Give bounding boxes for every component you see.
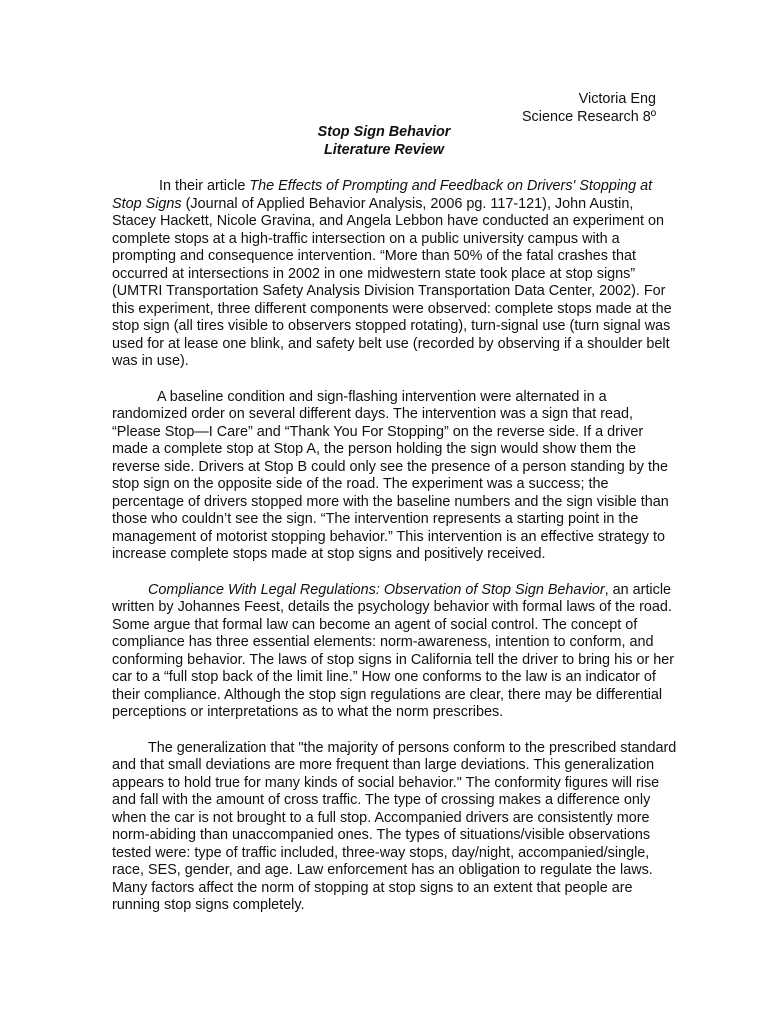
paragraph-1 <box>112 178 672 371</box>
title-line-2: Literature Review <box>324 141 444 158</box>
text-line: this experiment, three different components were observed: complete stops made at the <box>112 300 672 317</box>
text-line: percentage of drivers stopped more with the baseline numbers and the sign visible than <box>112 493 669 510</box>
text-line: written by Johannes Feest, details the psychology behavior with formal laws of the road. <box>112 599 672 616</box>
title-line-1: Stop Sign Behavior <box>317 124 451 140</box>
text-line: used for at lease one blink, and safety belt use (recorded by observing if a shoulder belt <box>112 335 670 352</box>
text-line: reverse side. Drivers at Stop B could only see the presence of a person standing by the <box>112 458 668 475</box>
text-line: race, SES, gender, and age. Law enforcement has an obligation to regulate the laws. <box>112 862 653 879</box>
text-line: occurred at intersections in 2002 in one midwestern state took place at stop signs” <box>112 265 636 282</box>
text-line: those who couldn’t see the sign. “The intervention represents a starting point in the <box>112 511 639 528</box>
text-line: tested were: type of traffic included, three-way stops, day/night, accompanied/single, <box>112 844 650 861</box>
text-line: and that small deviations are more frequent than large deviations. This generalization <box>112 757 655 774</box>
text-line: when the car is not brought to a full stop. Accompanied drivers are consistently more <box>112 809 650 826</box>
text-line: running stop signs completely. <box>112 897 305 914</box>
text-line: Stacey Hackett, Nicole Gravina, and Angela Lebbon have conducted an experiment on <box>112 213 664 230</box>
text-line: and fall with the amount of cross traffic. The type of crossing makes a difference only <box>112 792 651 809</box>
text-line: “Please Stop—I Care” and “Thank You For Stopping” on the reverse side. If a driver <box>112 423 644 440</box>
text-line: management of motorist stopping behavior.” This intervention is an effective strategy to <box>112 528 666 545</box>
text-line: Many factors affect the norm of stopping at stop signs to an extent that people are <box>112 879 633 896</box>
author-block <box>522 91 656 126</box>
text-line: made a complete stop at Stop A, the person holding the sign would show them the <box>112 441 636 458</box>
text-line: their compliance. Although the stop sign regulations are clear, there may be differential <box>112 686 663 703</box>
text-line: conforming behavior. The laws of stop signs in California tell the driver to bring his or her <box>112 651 675 668</box>
author-name: Victoria Eng <box>578 91 656 107</box>
text-line: prompting and consequence intervention. “More than 50% of the fatal crashes that <box>112 248 636 265</box>
text-line: Compliance With Legal Regulations: Observation of Stop Sign Behavior, an article <box>148 581 672 598</box>
text-line: randomized order on several different days. The intervention was a sign that read, <box>112 406 634 423</box>
text-line: The generalization that "the majority of persons conform to the prescribed standard <box>148 739 677 756</box>
text-line: Stop Signs (Journal of Applied Behavior Analysis, 2006 pg. 117-121), John Austin, <box>112 195 634 212</box>
course-name: Science Research 8º <box>521 108 656 125</box>
paragraph-4 <box>112 739 677 915</box>
text-line: In their article The Effects of Prompting and Feedback on Drivers' Stopping at <box>159 178 653 194</box>
text-line: appears to hold true for many kinds of social behavior." The conformity figures will rise <box>112 774 660 791</box>
paragraph-3 <box>112 581 675 722</box>
text-line: compliance has three essential elements: norm-awareness, intention to conform, and <box>112 634 654 651</box>
text-line: A baseline condition and sign-flashing intervention were alternated in a <box>157 388 607 405</box>
text-line: stop sign (all tires visible to observers stopped rotating), turn-signal use (turn signal was <box>112 318 671 335</box>
text-line: Some argue that formal law can become an agent of social control. The concept of <box>112 616 638 633</box>
text-line: car to a “full stop back of the limit line.” How one conforms to the law is an indicator of <box>112 669 656 686</box>
text-line: was in use). <box>112 353 189 370</box>
text-line: complete stops at a high-traffic intersection on a public university campus with a <box>112 230 620 247</box>
text-line: perceptions or interpretations as to what the norm prescribes. <box>112 704 504 721</box>
document-title <box>0 124 768 159</box>
text-line: norm-abiding than unaccompanied ones. The types of situations/visible observations <box>112 827 651 844</box>
text-line: increase complete stops made at stop signs and positively received. <box>112 546 546 563</box>
paragraph-2 <box>112 388 669 564</box>
document-body <box>112 178 677 933</box>
text-line: stop sign on the opposite side of the road. The experiment was a success; the <box>112 476 609 493</box>
text-line: (UMTRI Transportation Safety Analysis Division Transportation Data Center, 2002). For <box>112 283 666 300</box>
